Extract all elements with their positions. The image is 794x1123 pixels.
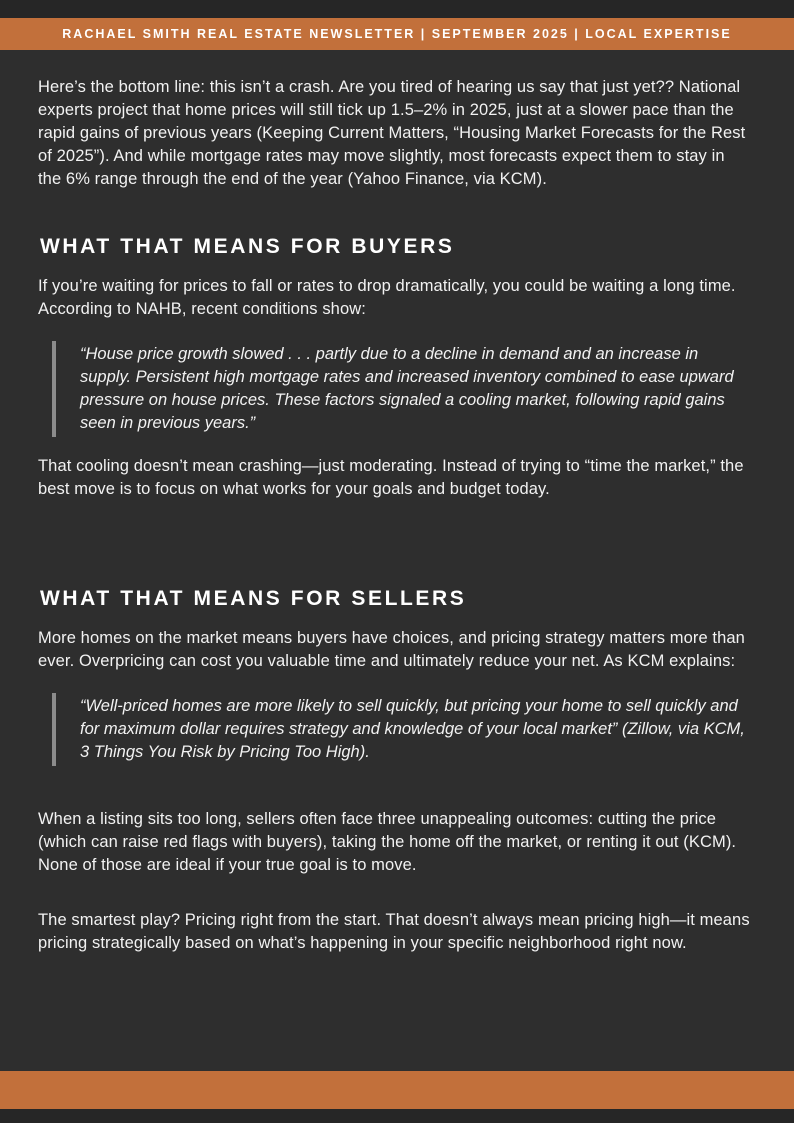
- sellers-quote-text: “Well-priced homes are more likely to sell quickly, but pricing your home to sell quickly and for maximum dollar requires strategy and knowledge of your local market” (Zillow, via KCM, 3 Things You Risk by Pricing Too High).: [80, 697, 745, 761]
- buyers-paragraph-1: If you’re waiting for prices to fall or rates to drop dramatically, you could be waiting a long time. According to NAHB, recent conditions show:: [38, 277, 736, 318]
- sellers-paragraph-1: More homes on the market means buyers have choices, and pricing strategy matters more than ever. Overpricing can cost you valuable time and ultimately reduce your net. As KCM explains:: [38, 629, 745, 670]
- sellers-section-heading: WHAT THAT MEANS FOR SELLERS: [40, 587, 467, 610]
- sellers-pullquote: [52, 693, 752, 766]
- buyers-quote-text: “House price growth slowed . . . partly due to a decline in demand and an increase in supply. Persistent high mortgage rates and increased inventory combined to ease upward pressure on house prices. These factors signaled a cooling market, following rapid gains seen in previous years.”: [80, 345, 734, 432]
- footer-accent-strip: [0, 1071, 794, 1109]
- sellers-paragraph-2: When a listing sits too long, sellers often face three unappealing outcomes: cutting the price (which can raise red flags with buyers), taking the home off the market, or renting it out (KCM). None of those are ideal if your true goal is to move.: [38, 810, 737, 874]
- intro-paragraph: Here’s the bottom line: this isn’t a crash. Are you tired of hearing us say that just yet?? National experts project that home prices will still tick up 1.5–2% in 2025, just at a slower pace than the rapid gains of previous years (Keeping Current Matters, “Housing Market Forecasts for the Rest of 2025”). And while mortgage rates may move slightly, most forecasts expect them to stay in the 6% range through the end of the year (Yahoo Finance, via KCM).: [38, 78, 746, 188]
- buyers-section-heading: WHAT THAT MEANS FOR BUYERS: [40, 235, 455, 258]
- banner-title: RACHAEL SMITH REAL ESTATE NEWSLETTER | SEPTEMBER 2025 | LOCAL EXPERTISE: [62, 27, 732, 41]
- buyers-paragraph-2: That cooling doesn’t mean crashing—just moderating. Instead of trying to “time the market,” the best move is to focus on what works for your goals and budget today.: [38, 457, 744, 498]
- paragraph-spacer: [38, 784, 752, 808]
- sellers-paragraph-3: The smartest play? Pricing right from the start. That doesn’t always mean pricing high—it means pricing strategically based on what’s happening in your specific neighborhood right now.: [38, 911, 750, 952]
- footer-spacer: [0, 1041, 794, 1071]
- newsletter-body: [0, 50, 794, 1041]
- newsletter-banner: [0, 18, 794, 50]
- buyers-pullquote: [52, 341, 752, 437]
- top-dark-strip: [0, 0, 794, 18]
- footer-dark-strip: [0, 1109, 794, 1123]
- paragraph-spacer-2: [38, 885, 752, 909]
